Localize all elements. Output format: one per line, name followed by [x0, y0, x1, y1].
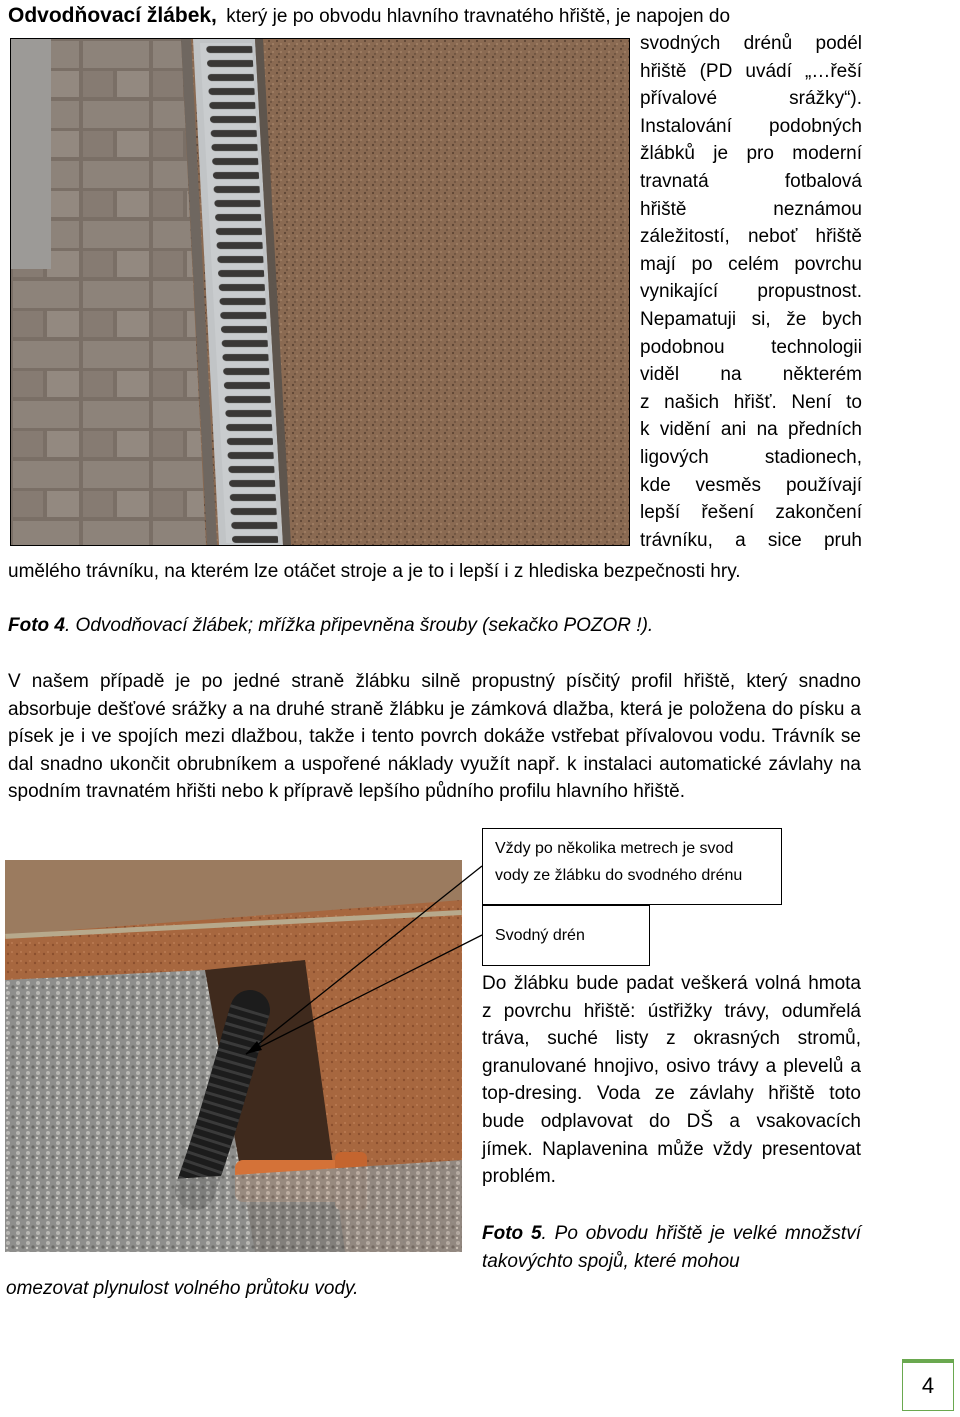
intro-line: mají po celém povrchu	[640, 253, 862, 275]
intro-line: trávníku, a sice pruh	[640, 529, 862, 551]
intro-line: vynikající propustnost.	[640, 281, 862, 303]
intro-last-line: umělého trávníku, na kterém lze otáčet stroje a je to i lepší i z hlediska bezpečnosti hry.	[8, 561, 741, 582]
intro-line: k vidění ani na předních	[640, 419, 862, 441]
intro-first-line-text: který je po obvodu hlavního travnatého hřiště, je napojen do	[226, 6, 731, 27]
intro-line: žlábků je pro moderní	[640, 143, 862, 165]
caption-text: . Odvodňovací žlábek; mřížka připevněna šrouby (sekačko POZOR !).	[65, 615, 654, 636]
intro-line: podobnou technologii	[640, 336, 862, 358]
intro-line: lepší řešení zakončení	[640, 502, 862, 524]
intro-line: hřiště (PD uvádí „…řeší	[640, 60, 862, 82]
intro-line: Nepamatuji si, že bych	[640, 308, 862, 330]
body-paragraph: V našem případě je po jedné straně žlábku silně propustný písčitý profil hřiště, který snadno absorbuje dešťové srážky a na druhé straně žlábku je zámková dlažba, která je položena do písku a písek je i ve spojích mezi dlažbou, takže i tento povrch dokáže vstřebat přívalovou vodu. Trávník se dal snadno ukončit obrubníkem a uspořené náklady využít např. k instalaci automatické závlahy na spodním travnatém hřišti nebo k přípravě lepšího půdního profilu hlavního hřiště.	[8, 671, 861, 803]
photo-caption-5	[482, 1220, 861, 1275]
intro-line: záležitostí, neboť hřiště	[640, 226, 862, 248]
photo-caption-5-continuation: omezovat plynulost volného průtoku vody.	[6, 1278, 359, 1299]
intro-line: přívalové srážky“).	[640, 88, 862, 110]
intro-line: z našich hřišť. Není to	[640, 391, 862, 413]
intro-line: viděl na některém	[640, 364, 862, 386]
callout-drain-pipe: Svodný drén	[482, 905, 650, 966]
intro-line: kde vesměs používají	[640, 474, 862, 496]
intro-line: travnatá fotbalová	[640, 170, 862, 192]
intro-line: ligových stadionech,	[640, 446, 862, 468]
caption-text: . Po obvodu hřiště je velké množství takovýchto spojů, které mohou	[482, 1223, 861, 1272]
body-paragraph-right: Do žlábku bude padat veškerá volná hmota z povrchu hřiště: ústřižky trávy, odumřelá tráva, suché listy z okrasných stromů, granulované hnojivo, osivo trávy a plevelů a top-dresing. Voda ze závlahy hřiště toto bude odplavovat do DŠ a vsakovacích jímek. Naplavenina může vždy presentovat problém.	[482, 973, 861, 1188]
caption-label: Foto 5	[482, 1223, 542, 1244]
page-number: 4	[902, 1359, 954, 1411]
intro-line: svodných drénů podél	[640, 33, 862, 54]
intro-line: hřiště neznámou	[640, 198, 862, 220]
intro-line: Instalování podobných	[640, 115, 862, 137]
section-title: Odvodňovací žlábek,	[8, 4, 217, 27]
caption-label: Foto 4	[8, 615, 65, 636]
callout-drain-connection: Vždy po několika metrech je svod vody ze žlábku do svodného drénu	[482, 828, 782, 905]
